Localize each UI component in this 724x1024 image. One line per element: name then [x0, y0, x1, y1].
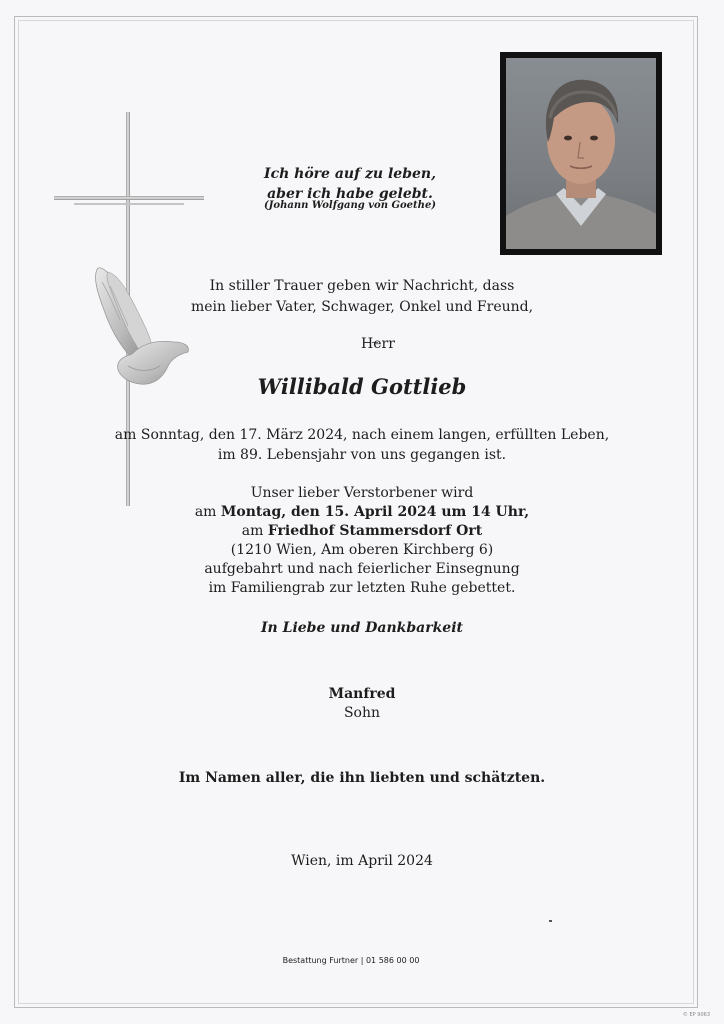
funeral-line-5: aufgebahrt und nach feierlicher Einsegnung [204, 561, 520, 577]
death-line-2: im 89. Lebensjahr von uns gegangen ist. [217, 447, 507, 463]
funeral-address: (1210 Wien, Am oberen Kirchberg 6) [230, 542, 494, 558]
funeral-line-3 [0, 521, 724, 541]
intro-line-1: In stiller Trauer geben wir Nachricht, dass [209, 278, 515, 294]
portrait-photo [506, 58, 656, 249]
quote-author: (Johann Wolfgang von Goethe) [263, 200, 437, 211]
place-date: Wien, im April 2024 [291, 853, 433, 869]
mourner-relation: Sohn [343, 705, 381, 721]
funeral-line-3-prefix: am [241, 523, 268, 539]
funeral-line-6: im Familiengrab zur letzten Ruhe gebettet. [208, 580, 516, 596]
funeral-line-1: Unser lieber Verstorbener wird [250, 485, 474, 501]
footer-undertaker: Bestattung Furtner | 01 586 00 00 [282, 956, 420, 965]
funeral-location: Friedhof Stammersdorf Ort [267, 523, 483, 539]
funeral-line-2-prefix: am [194, 504, 221, 520]
quote-line-1: Ich höre auf zu leben, [264, 166, 436, 182]
cross-horizontal-bar [54, 196, 204, 200]
funeral-date: Montag, den 15. April 2024 um 14 Uhr, [220, 504, 530, 520]
salutation: Herr [361, 336, 395, 352]
deceased-name: Willibald Gottlieb [257, 374, 467, 399]
portrait-figure [506, 58, 656, 249]
closing: In Liebe und Dankbarkeit [261, 620, 463, 636]
intro-line-2: mein lieber Vater, Schwager, Onkel und Freund, [190, 299, 534, 315]
speck [549, 920, 552, 922]
corner-code: © EP 9063 [682, 1012, 710, 1018]
portrait-frame [500, 52, 662, 255]
funeral-line-2 [0, 502, 724, 522]
death-line-1: am Sonntag, den 17. März 2024, nach einem langen, erfüllten Leben, [114, 427, 610, 443]
quote-line-2: aber ich habe gelebt. [267, 186, 433, 202]
mourner-name: Manfred [328, 686, 396, 702]
cross-horizontal-shadow [74, 203, 184, 205]
quote [200, 164, 500, 204]
in-name-line: Im Namen aller, die ihn liebten und schätzten. [178, 770, 546, 786]
